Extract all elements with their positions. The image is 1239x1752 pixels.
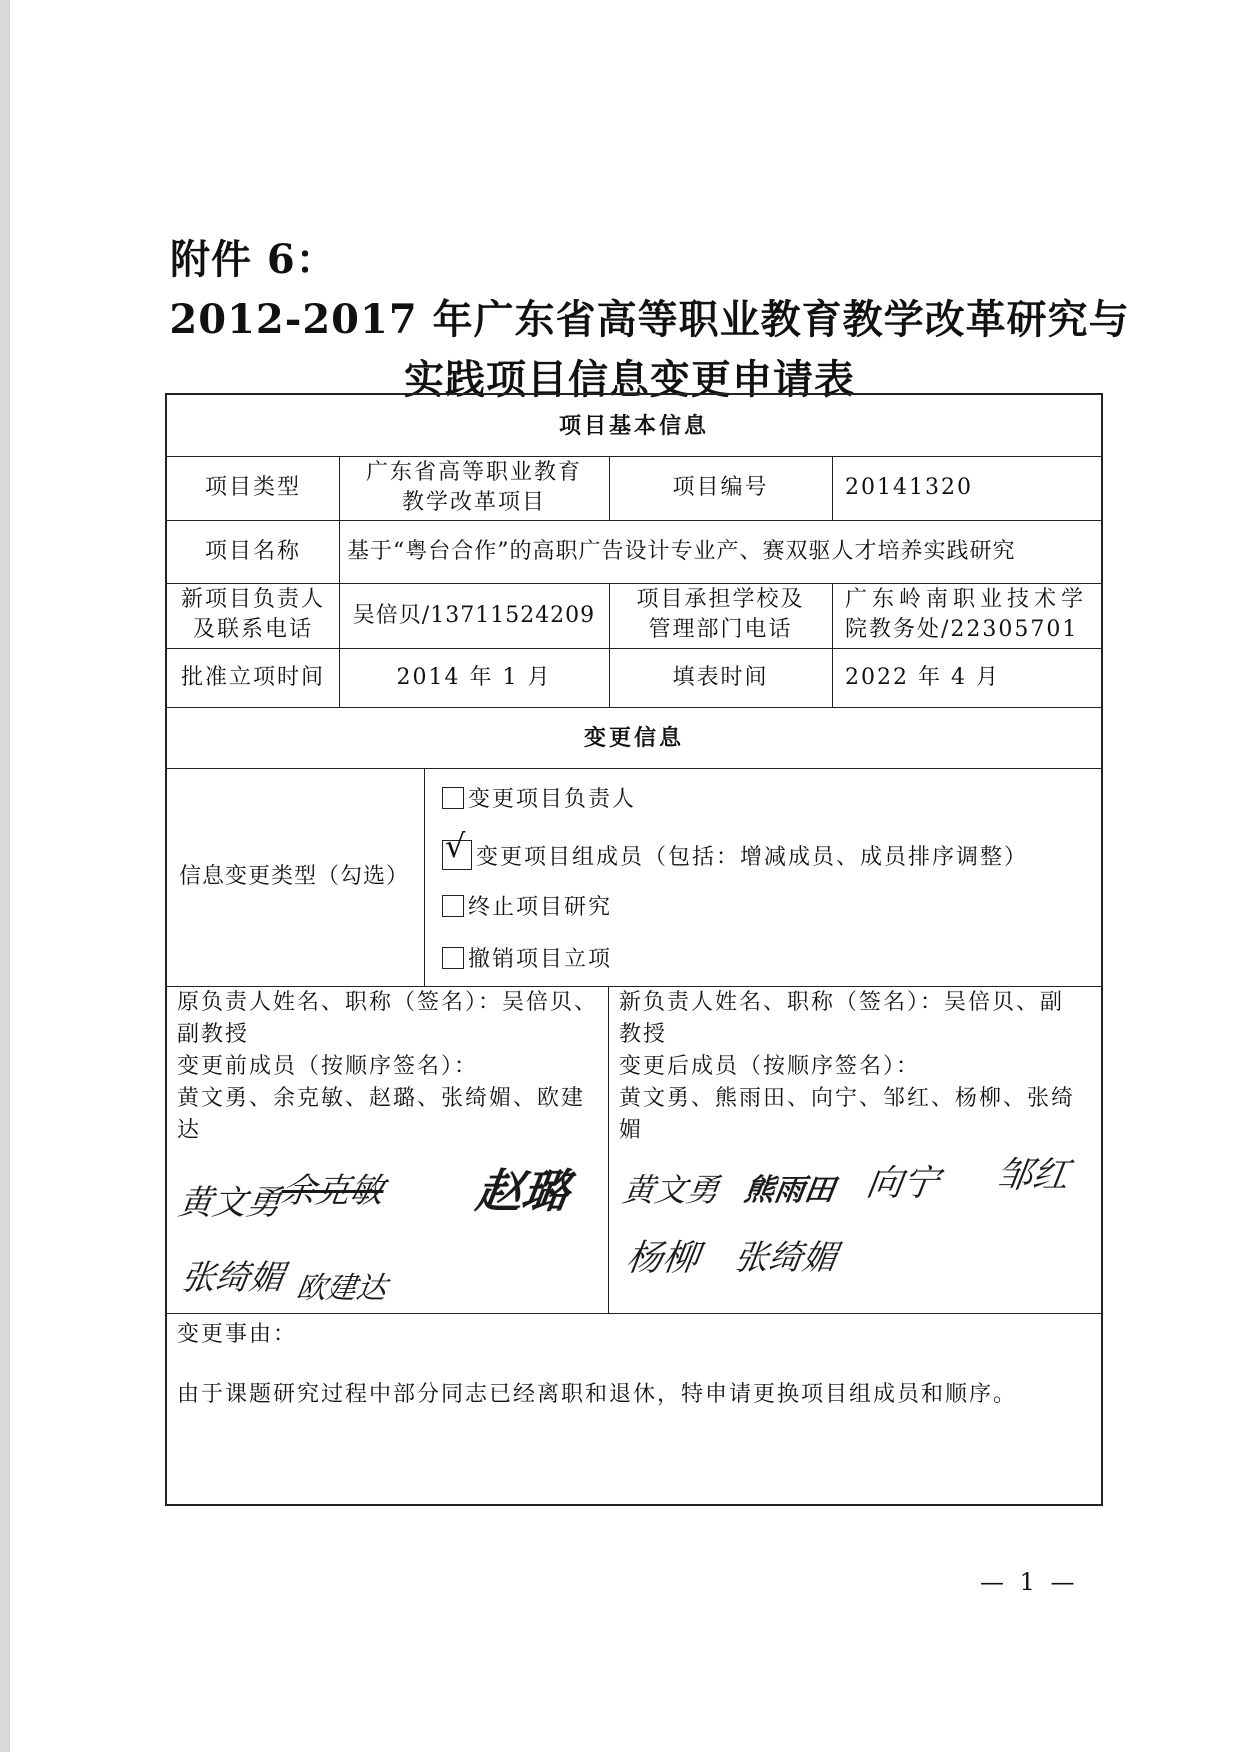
attachment-label: 附件 6： [170, 236, 337, 283]
project-type-label: 项目类型 [204, 475, 301, 500]
signature-old-4: 张绮媚 [178, 1258, 287, 1298]
school-value: 广东岭南职业技术学 院教务处/22305701 [845, 587, 1089, 642]
approve-time-value: 2014 年 1 月 [396, 664, 552, 690]
project-number-label: 项目编号 [672, 475, 769, 500]
signature-old-3: 赵璐 [472, 1164, 573, 1218]
signature-new-3: 向宁 [863, 1163, 942, 1204]
project-number-value: 20141320 [845, 475, 973, 500]
signature-old-2: 余克敏 [278, 1171, 387, 1211]
option-change-members[interactable]: √ 变更项目组成员（包括：增减成员、成员排序调整） [442, 840, 1092, 874]
checkbox-icon[interactable] [442, 947, 464, 969]
form-title-line1: 2012-2017 年广东省高等职业教育教学改革研究与 [169, 296, 1130, 343]
checkbox-icon[interactable] [442, 895, 464, 917]
scan-edge [0, 0, 10, 1752]
signature-new-1: 黄文勇 [620, 1171, 722, 1209]
application-form [165, 393, 1103, 1506]
fill-time-label: 填表时间 [672, 664, 769, 690]
change-type-label: 信息变更类型（勾选） [179, 864, 410, 889]
signature-old-1: 黄文勇 [175, 1183, 284, 1223]
fill-time-value: 2022 年 4 月 [845, 664, 1000, 690]
signature-new-2: 熊雨田 [742, 1173, 837, 1208]
project-type-value: 广东省高等职业教育 教学改革项目 [365, 460, 582, 515]
school-label: 项目承担学校及 管理部门电话 [636, 587, 805, 642]
signature-old-5: 欧建达 [294, 1271, 389, 1306]
signature-new-5: 杨柳 [623, 1238, 702, 1279]
form-title-line2: 实践项目信息变更申请表 [404, 356, 855, 403]
page-number: — 1 — [980, 1568, 1079, 1596]
option-terminate[interactable]: 终止项目研究 [442, 893, 1092, 927]
reason-text: 由于课题研究过程中部分同志已经离职和退休，特申请更换项目组成员和顺序。 [177, 1382, 1018, 1407]
approve-time-label: 批准立项时间 [180, 664, 325, 690]
new-leader-label: 新项目负责人 及联系电话 [180, 587, 325, 642]
new-leader-value: 吴倍贝/13711524209 [352, 602, 596, 628]
project-name-label: 项目名称 [204, 538, 301, 564]
reason-label: 变更事由： [177, 1322, 298, 1347]
new-members-block: 新负责人姓名、职称（签名）：吴倍贝、副 教授 变更后成员（按顺序签名）： 黄文勇、熊雨田、向宁、邹红、杨柳、张绮 媚 [619, 990, 1076, 1143]
project-name-value: 基于“粤台合作”的高职广告设计专业产、赛双驱人才培养实践研究 [347, 538, 1016, 564]
old-members-block: 原负责人姓名、职称（签名）：吴倍贝、 副教授 变更前成员（按顺序签名）： 黄文勇、余克敏、赵璐、张绮媚、欧建 达 [177, 990, 599, 1143]
signature-new-4: 邹红 [993, 1155, 1072, 1196]
option-change-leader[interactable]: 变更项目负责人 [442, 785, 1092, 819]
signature-new-6: 张绮媚 [731, 1238, 840, 1278]
section-change-title: 变更信息 [583, 724, 684, 751]
section-basic-title: 项目基本信息 [558, 412, 709, 439]
checkbox-icon[interactable] [442, 787, 464, 809]
checked-checkbox-icon[interactable]: √ [442, 840, 472, 870]
option-revoke[interactable]: 撤销项目立项 [442, 945, 1092, 979]
